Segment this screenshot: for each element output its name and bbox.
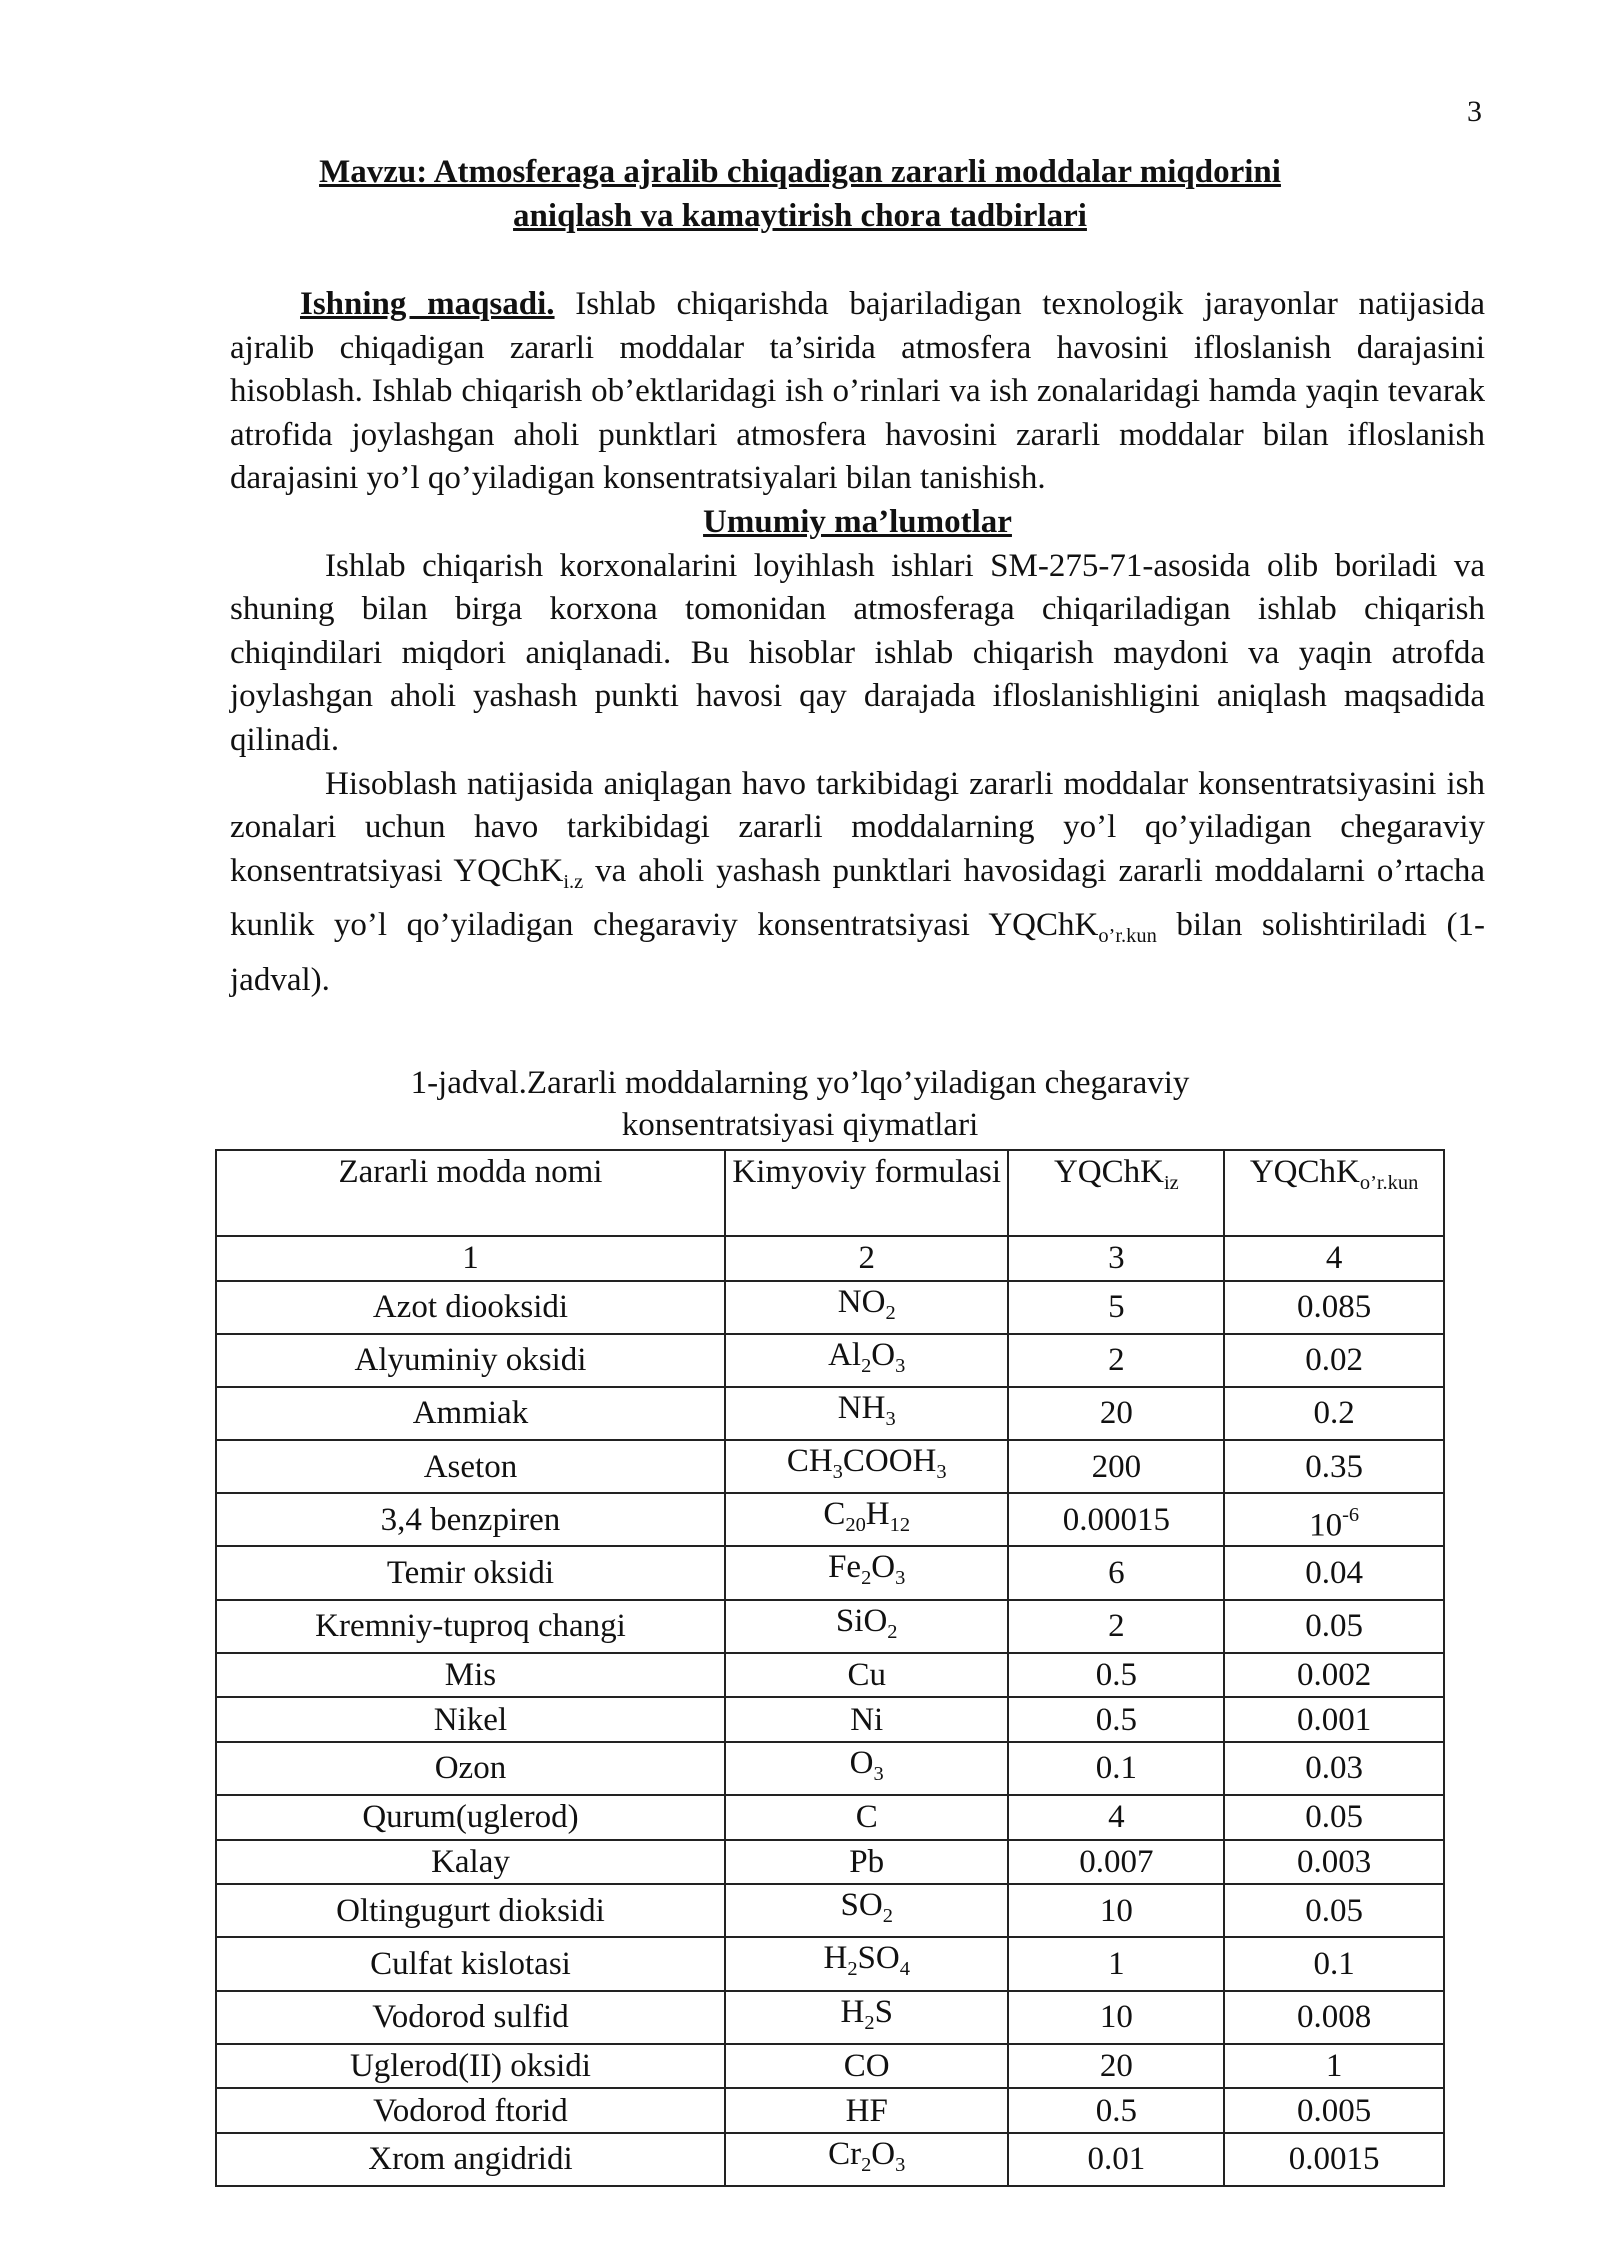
- mac-daily-avg-value: 0.001: [1224, 1697, 1444, 1742]
- paragraph-2-part-a: Hisoblash natijasida aniqlagan havo tarkibidagi zararli moddalar konsentratsiyasini ish zonalari uchun havo tarkibidagi zararli moddalarning yo’l qo’yiladigan chegaraviy konsentratsiyasi YQChK: [230, 765, 1485, 889]
- table-row: [216, 1653, 1444, 1698]
- mac-work-zone-value: 5: [1008, 1281, 1224, 1334]
- mac-daily-avg-value: 0.05: [1224, 1795, 1444, 1840]
- header-name: Zararli modda nomi: [216, 1150, 725, 1236]
- mac-daily-avg-value: 0.04: [1224, 1546, 1444, 1599]
- chemical-formula: CO: [725, 2044, 1009, 2089]
- substance-name: Uglerod(II) oksidi: [216, 2044, 725, 2089]
- purpose-text: Ishlab chiqarishda bajariladigan texnologik jarayonlar natijasida ajralib chiqadigan zararli moddalar ta’sirida atmosfera havosini ifloslanish darajasini hisoblash. Ishlab chiqarish ob’ektlaridagi ish o’rinlari va ish zonalaridagi hamda yaqin tevarak atrofida joylashgan aholi punktlari atmosfera havosini zararli moddalar bilan ifloslanish darajasini yo’l qo’yiladigan konsentratsiyalari bilan tanishish.: [230, 286, 1485, 497]
- chemical-formula: $CH_3COOH_3$: [725, 1440, 1009, 1493]
- mac-daily-avg-value: 0.0015: [1224, 2133, 1444, 2186]
- general-info-paragraph-1: Ishlab chiqarish korxonalarini loyihlash ishlari SM-275-71-asosida olib boriladi va shuning bilan birga korxona tomonidan atmosferaga chiqariladigan ishlab chiqarish chiqindilari miqdori aniqlanadi. Bu hisoblar ishlab chiqarish maydoni va yaqin atrofda joylashgan aholi yashash punkti havosi qay darajada ifloslanishligini aniqlash maqsadida qilinadi.: [230, 547, 1485, 758]
- substance-name: Mis: [216, 1653, 725, 1698]
- table-row: [216, 1493, 1444, 1546]
- mac-work-zone-value: 0.5: [1008, 1697, 1224, 1742]
- column-number: 2: [725, 1236, 1009, 1281]
- general-info-heading: Umumiy ma’lumotlar: [703, 503, 1012, 540]
- chemical-formula: $O_3$: [725, 1742, 1009, 1795]
- table-row: [216, 1884, 1444, 1937]
- substance-name: Temir oksidi: [216, 1546, 725, 1599]
- table-row: [216, 1937, 1444, 1990]
- chemical-formula: $Fe_2O_3$: [725, 1546, 1009, 1599]
- chemical-formula: $NO_2$: [725, 1281, 1009, 1334]
- mac-work-zone-value: 0.00015: [1008, 1493, 1224, 1546]
- table-header-row: [216, 1150, 1444, 1236]
- substance-name: Vodorod sulfid: [216, 1991, 725, 2044]
- page-title: [200, 150, 1400, 238]
- mac-work-zone-value: 20: [1008, 2044, 1224, 2089]
- column-number-row: [216, 1236, 1444, 1281]
- chemical-formula: Pb: [725, 1840, 1009, 1885]
- title-line-2: aniqlash va kamaytirish chora tadbirlari: [513, 198, 1087, 234]
- mac-daily-avg-value: 0.085: [1224, 1281, 1444, 1334]
- page-number: 3: [1467, 95, 1482, 128]
- table-row: [216, 1334, 1444, 1387]
- substance-name: Aseton: [216, 1440, 725, 1493]
- table-row: [216, 2044, 1444, 2089]
- mac-daily-avg-value: 0.05: [1224, 1884, 1444, 1937]
- table-row: [216, 1440, 1444, 1493]
- mac-work-zone-value: 4: [1008, 1795, 1224, 1840]
- header-mac-iz: YQChK$_{iz}$: [1008, 1150, 1224, 1236]
- table-row: [216, 1281, 1444, 1334]
- substance-name: Culfat kislotasi: [216, 1937, 725, 1990]
- chemical-formula: $H_2S$: [725, 1991, 1009, 2044]
- table-caption-line-1: 1-jadval.Zararli moddalarning yo’lqo’yiladigan chegaraviy: [410, 1065, 1190, 1101]
- table-row: [216, 1697, 1444, 1742]
- substance-name: Qurum(uglerod): [216, 1795, 725, 1840]
- table-row: [216, 2088, 1444, 2133]
- chemical-formula: C: [725, 1795, 1009, 1840]
- body-text: [230, 283, 1485, 1003]
- mac-work-zone-value: 0.5: [1008, 1653, 1224, 1698]
- substance-name: Alyuminiy oksidi: [216, 1334, 725, 1387]
- mac-daily-avg-value: 0.2: [1224, 1387, 1444, 1440]
- general-info-paragraph-2: [230, 763, 1485, 1003]
- table-row: [216, 1795, 1444, 1840]
- table-caption-line-2: konsentratsiyasi qiymatlari: [621, 1107, 979, 1143]
- purpose-paragraph: [230, 283, 1485, 501]
- table-row: [216, 1387, 1444, 1440]
- substance-name: Nikel: [216, 1697, 725, 1742]
- chemical-formula: Cu: [725, 1653, 1009, 1698]
- table-row: [216, 1840, 1444, 1885]
- substance-name: Ozon: [216, 1742, 725, 1795]
- table-row: [216, 2133, 1444, 2186]
- header-mac-kun: YQChK$_{o’r.kun}$: [1224, 1150, 1444, 1236]
- mac-daily-avg-value: 0.005: [1224, 2088, 1444, 2133]
- chemical-formula: $SO_2$: [725, 1884, 1009, 1937]
- mac-work-zone-value: 10: [1008, 1884, 1224, 1937]
- table-row: [216, 1600, 1444, 1653]
- paragraph-2-subscript-iz: i.z: [563, 870, 584, 893]
- mac-daily-avg-value: 0.008: [1224, 1991, 1444, 2044]
- paragraph-2-subscript-kun: o’r.kun: [1098, 925, 1157, 948]
- chemical-formula: SiO$_2$: [725, 1600, 1009, 1653]
- substance-name: Azot diooksidi: [216, 1281, 725, 1334]
- mac-work-zone-value: 10: [1008, 1991, 1224, 2044]
- substance-name: Kremniy-tuproq changi: [216, 1600, 725, 1653]
- substance-name: Ammiak: [216, 1387, 725, 1440]
- mac-daily-avg-value: 0.02: [1224, 1334, 1444, 1387]
- mac-work-zone-value: 2: [1008, 1600, 1224, 1653]
- chemical-formula: Ni: [725, 1697, 1009, 1742]
- table-row: [216, 1742, 1444, 1795]
- purpose-label: Ishning maqsadi.: [300, 286, 555, 322]
- mac-work-zone-value: 0.1: [1008, 1742, 1224, 1795]
- column-number: 4: [1224, 1236, 1444, 1281]
- pollutant-limits-table: [215, 1149, 1445, 2187]
- chemical-formula: $H_2SO_4$: [725, 1937, 1009, 1990]
- table-row: [216, 1991, 1444, 2044]
- mac-work-zone-value: 20: [1008, 1387, 1224, 1440]
- title-line-1: Mavzu: Atmosferaga ajralib chiqadigan zararli moddalar miqdorini: [319, 154, 1281, 190]
- mac-work-zone-value: 0.007: [1008, 1840, 1224, 1885]
- mac-daily-avg-value: 0.03: [1224, 1742, 1444, 1795]
- header-formula: Kimyoviy formulasi: [725, 1150, 1009, 1236]
- mac-daily-avg-value: 0.05: [1224, 1600, 1444, 1653]
- paragraph-2-part-b: va aholi yashash punktlari havosidagi zararli moddalarni o’rtacha kunlik yo’l qo’yiladigan chegaraviy konsentratsiyasi YQChK: [230, 852, 1485, 944]
- column-number: 1: [216, 1236, 725, 1281]
- mac-work-zone-value: 0.5: [1008, 2088, 1224, 2133]
- table-caption: [290, 1062, 1310, 1146]
- mac-work-zone-value: 2: [1008, 1334, 1224, 1387]
- chemical-formula: $NH_3$: [725, 1387, 1009, 1440]
- mac-daily-avg-value: 0.003: [1224, 1840, 1444, 1885]
- column-number: 3: [1008, 1236, 1224, 1281]
- chemical-formula: $C_{20}H_{12}$: [725, 1493, 1009, 1546]
- mac-daily-avg-value: 0.35: [1224, 1440, 1444, 1493]
- mac-work-zone-value: 1: [1008, 1937, 1224, 1990]
- mac-work-zone-value: 0.01: [1008, 2133, 1224, 2186]
- mac-daily-avg-value: 1: [1224, 2044, 1444, 2089]
- mac-work-zone-value: 6: [1008, 1546, 1224, 1599]
- substance-name: Xrom angidridi: [216, 2133, 725, 2186]
- paragraph-2-part-c: bilan solishtiriladi (1-jadval).: [230, 907, 1485, 999]
- chemical-formula: $Cr_2O_3$: [725, 2133, 1009, 2186]
- mac-daily-avg-value: $10^{-6}$: [1224, 1493, 1444, 1546]
- table-row: [216, 1546, 1444, 1599]
- mac-daily-avg-value: 0.002: [1224, 1653, 1444, 1698]
- chemical-formula: HF: [725, 2088, 1009, 2133]
- chemical-formula: $Al_2O_3$: [725, 1334, 1009, 1387]
- mac-work-zone-value: 200: [1008, 1440, 1224, 1493]
- mac-daily-avg-value: 0.1: [1224, 1937, 1444, 1990]
- substance-name: Kalay: [216, 1840, 725, 1885]
- substance-name: 3,4 benzpiren: [216, 1493, 725, 1546]
- substance-name: Vodorod ftorid: [216, 2088, 725, 2133]
- substance-name: Oltingugurt dioksidi: [216, 1884, 725, 1937]
